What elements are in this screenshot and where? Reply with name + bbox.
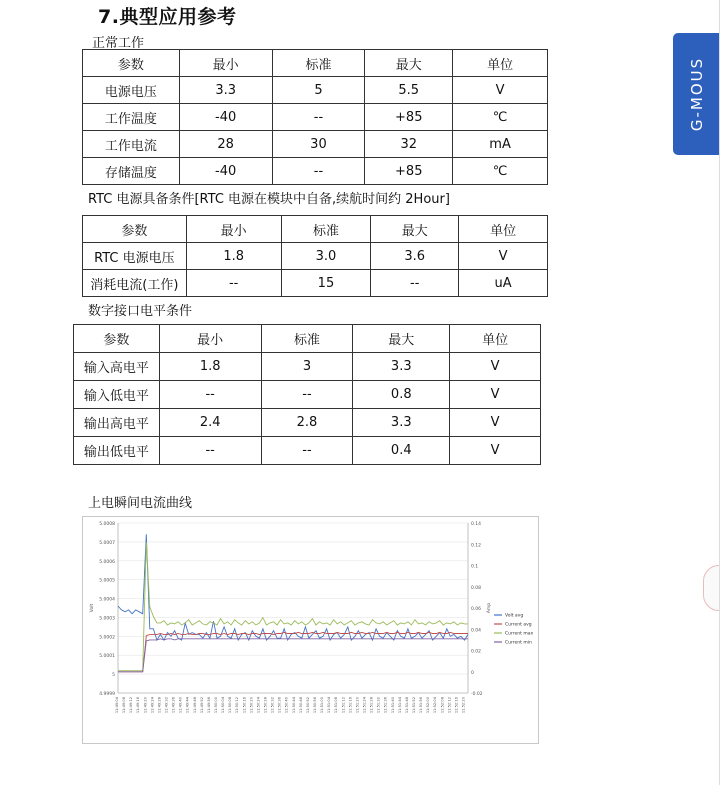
table-cell: +85 xyxy=(365,158,453,185)
x-tick-label: 11:52:08 xyxy=(440,697,445,714)
table-header-cell: 最大 xyxy=(353,325,450,353)
rtc-power-table xyxy=(82,215,548,297)
x-tick-label: 11:49:56 xyxy=(206,697,211,714)
x-tick-label: 11:50:36 xyxy=(277,697,282,714)
normal-table-body xyxy=(83,50,548,185)
table-cell: V xyxy=(450,381,541,409)
x-tick-label: 11:51:56 xyxy=(419,697,424,714)
table-cell: +85 xyxy=(365,104,453,131)
y-tick-label: 5.0008 xyxy=(99,522,115,527)
x-tick-label: 11:49:04 xyxy=(115,697,119,714)
table-cell: RTC 电源电压 xyxy=(83,243,187,270)
x-tick-label: 11:51:24 xyxy=(362,697,367,714)
table-row xyxy=(83,77,548,104)
table-row xyxy=(74,437,541,465)
x-tick-label: 11:49:12 xyxy=(129,697,134,714)
x-tick-label: 11:51:40 xyxy=(390,697,395,714)
y2-tick-label: 0.1 xyxy=(471,564,479,570)
table-row xyxy=(74,353,541,381)
x-tick-label: 11:50:00 xyxy=(213,697,218,714)
table-cell: 0.8 xyxy=(353,381,450,409)
x-tick-label: 11:52:20 xyxy=(461,697,466,714)
x-tick-label: 11:49:24 xyxy=(150,697,155,714)
x-tick-label: 11:50:44 xyxy=(291,697,296,714)
table-cell: 3.6 xyxy=(371,243,459,270)
table-cell: -- xyxy=(272,104,365,131)
x-tick-label: 11:49:32 xyxy=(164,697,169,714)
table-cell: 15 xyxy=(281,270,371,297)
table-cell: -- xyxy=(159,381,261,409)
series-line xyxy=(118,534,468,640)
y-tick-label: 5.0004 xyxy=(99,597,115,603)
x-tick-label: 11:50:24 xyxy=(256,697,261,714)
table-cell: -40 xyxy=(179,104,272,131)
x-tick-label: 11:50:28 xyxy=(263,697,268,714)
digital-level-table xyxy=(73,324,541,465)
x-tick-label: 11:51:08 xyxy=(334,697,339,714)
x-tick-label: 11:50:08 xyxy=(228,697,233,714)
x-tick-label: 11:51:20 xyxy=(355,697,360,714)
table-cell: 3.3 xyxy=(353,353,450,381)
x-tick-label: 11:50:16 xyxy=(242,697,247,714)
table-cell: 28 xyxy=(179,131,272,158)
table-header-cell: 参数 xyxy=(83,50,180,77)
table-cell: -- xyxy=(371,270,459,297)
table-header-cell: 单位 xyxy=(459,216,548,243)
table-cell: 5 xyxy=(272,77,365,104)
table-cell: mA xyxy=(453,131,548,158)
table-row xyxy=(83,270,548,297)
table-cell: 输出低电平 xyxy=(74,437,160,465)
y-tick-label: 4.9999 xyxy=(99,692,115,697)
table-row xyxy=(83,131,548,158)
table-header-cell: 最大 xyxy=(371,216,459,243)
table-cell: 消耗电流(工作) xyxy=(83,270,187,297)
table-cell: 1.8 xyxy=(186,243,281,270)
table-cell: -- xyxy=(261,381,353,409)
table-row xyxy=(83,158,548,185)
brand-side-tab[interactable] xyxy=(673,33,720,155)
table-cell: -40 xyxy=(179,158,272,185)
legend-label: Current max xyxy=(505,631,534,637)
side-handle-icon[interactable] xyxy=(703,565,720,611)
table-cell: 输入低电平 xyxy=(74,381,160,409)
x-tick-label: 11:51:44 xyxy=(397,697,402,714)
table-cell: 2.8 xyxy=(261,409,353,437)
x-tick-label: 11:49:20 xyxy=(143,697,148,714)
x-tick-label: 11:51:12 xyxy=(341,697,346,714)
chart-svg xyxy=(83,517,538,743)
x-tick-label: 11:49:40 xyxy=(178,697,183,714)
x-tick-label: 11:51:00 xyxy=(320,697,325,714)
table-cell: ℃ xyxy=(453,158,548,185)
normal-operation-table xyxy=(82,49,548,185)
x-tick-label: 11:52:00 xyxy=(426,697,431,714)
table-header-cell: 最小 xyxy=(159,325,261,353)
table-header-cell: 最小 xyxy=(179,50,272,77)
table-cell: uA xyxy=(459,270,548,297)
x-tick-label: 11:51:48 xyxy=(404,697,409,714)
table-header-cell: 参数 xyxy=(83,216,187,243)
table-row xyxy=(83,243,548,270)
normal-table-caption: 正常工作 xyxy=(92,36,145,51)
x-tick-label: 11:50:32 xyxy=(270,697,275,714)
table-cell: -- xyxy=(186,270,281,297)
digital-table-caption: 数字接口电平条件 xyxy=(88,304,193,319)
y-tick-label: 5.0002 xyxy=(99,635,115,641)
table-cell: 输出高电平 xyxy=(74,409,160,437)
x-tick-label: 11:49:36 xyxy=(171,697,176,714)
table-cell: 3.3 xyxy=(353,409,450,437)
y2-tick-label: 0.08 xyxy=(471,585,482,591)
table-cell: 3.0 xyxy=(281,243,371,270)
table-header-row xyxy=(83,216,548,243)
table-cell: 存储温度 xyxy=(83,158,180,185)
x-tick-label: 11:51:28 xyxy=(369,697,374,714)
power-on-current-chart xyxy=(82,516,539,744)
x-tick-label: 11:52:04 xyxy=(433,697,438,714)
table-cell: 1.8 xyxy=(159,353,261,381)
x-tick-label: 11:50:52 xyxy=(305,697,310,714)
y2-tick-label: 0.06 xyxy=(471,607,482,612)
rtc-table-body xyxy=(83,216,548,297)
table-cell: 30 xyxy=(272,131,365,158)
table-cell: 输入高电平 xyxy=(74,353,160,381)
table-cell: 工作温度 xyxy=(83,104,180,131)
x-tick-label: 11:52:12 xyxy=(447,697,452,714)
x-tick-label: 11:50:40 xyxy=(284,697,289,714)
y-tick-label: 5.0005 xyxy=(99,578,115,584)
table-row xyxy=(74,409,541,437)
brand-tab-label: G-MOUS xyxy=(687,56,706,132)
x-tick-label: 11:49:52 xyxy=(199,697,204,714)
rtc-table-caption: RTC 电源具备条件[RTC 电源在模块中自备,续航时间约 2Hour] xyxy=(88,192,450,207)
x-tick-label: 11:50:20 xyxy=(249,697,254,714)
table-cell: V xyxy=(450,409,541,437)
table-cell: 3.3 xyxy=(179,77,272,104)
y2-tick-label: 0.12 xyxy=(471,543,482,549)
y-tick-label: 5 xyxy=(112,673,115,679)
y2-tick-label: -0.02 xyxy=(471,692,483,697)
y2-tick-label: 0.02 xyxy=(471,649,482,655)
x-tick-label: 11:50:56 xyxy=(312,697,317,714)
table-cell: ℃ xyxy=(453,104,548,131)
legend-label: Volt avg xyxy=(505,613,524,619)
table-header-cell: 参数 xyxy=(74,325,160,353)
table-header-cell: 标准 xyxy=(261,325,353,353)
x-tick-label: 11:49:28 xyxy=(157,697,162,714)
table-cell: -- xyxy=(261,437,353,465)
table-cell: 2.4 xyxy=(159,409,261,437)
table-cell: 32 xyxy=(365,131,453,158)
x-tick-label: 11:51:04 xyxy=(327,697,332,714)
series-line xyxy=(118,632,468,671)
table-cell: 5.5 xyxy=(365,77,453,104)
legend-label: Current min xyxy=(505,640,532,646)
y2-axis-label: Amp xyxy=(487,602,492,614)
table-header-cell: 最大 xyxy=(365,50,453,77)
x-tick-label: 11:51:32 xyxy=(376,697,381,714)
table-cell: 工作电流 xyxy=(83,131,180,158)
table-cell: 3 xyxy=(261,353,353,381)
x-tick-label: 11:51:36 xyxy=(383,697,388,714)
table-cell: 0.4 xyxy=(353,437,450,465)
y-tick-label: 5.0006 xyxy=(99,559,115,565)
x-tick-label: 11:52:16 xyxy=(454,697,459,714)
y-tick-label: 5.0001 xyxy=(99,654,115,660)
table-header-cell: 最小 xyxy=(186,216,281,243)
x-tick-label: 11:50:04 xyxy=(221,697,226,714)
chart-caption: 上电瞬间电流曲线 xyxy=(88,496,193,511)
x-tick-label: 11:49:16 xyxy=(136,697,141,714)
y2-tick-label: 0 xyxy=(471,670,474,676)
table-cell: V xyxy=(459,243,548,270)
series-line xyxy=(118,542,468,671)
table-header-row xyxy=(83,50,548,77)
y-axis-label: Volt xyxy=(90,603,95,613)
x-tick-label: 11:49:44 xyxy=(185,697,190,714)
table-cell: -- xyxy=(272,158,365,185)
section-title: 7.典型应用参考 xyxy=(98,6,237,28)
table-cell: V xyxy=(450,353,541,381)
x-tick-label: 11:49:48 xyxy=(192,697,197,714)
digital-table-body xyxy=(74,325,541,465)
table-row xyxy=(83,104,548,131)
x-tick-label: 11:50:12 xyxy=(235,697,240,714)
table-cell: -- xyxy=(159,437,261,465)
table-row xyxy=(74,381,541,409)
table-header-cell: 单位 xyxy=(453,50,548,77)
table-cell: V xyxy=(453,77,548,104)
table-header-cell: 标准 xyxy=(272,50,365,77)
table-cell: V xyxy=(450,437,541,465)
y2-tick-label: 0.14 xyxy=(471,522,482,527)
table-header-row xyxy=(74,325,541,353)
y-tick-label: 5.0007 xyxy=(99,540,115,546)
y2-tick-label: 0.04 xyxy=(471,628,482,634)
legend-label: Current avg xyxy=(505,622,532,628)
x-tick-label: 11:50:48 xyxy=(298,697,303,714)
y-tick-label: 5.0003 xyxy=(99,616,115,622)
x-tick-label: 11:49:08 xyxy=(122,697,127,714)
table-header-cell: 标准 xyxy=(281,216,371,243)
x-tick-label: 11:51:16 xyxy=(348,697,353,714)
table-cell: 电源电压 xyxy=(83,77,180,104)
table-header-cell: 单位 xyxy=(450,325,541,353)
x-tick-label: 11:51:52 xyxy=(411,697,416,714)
